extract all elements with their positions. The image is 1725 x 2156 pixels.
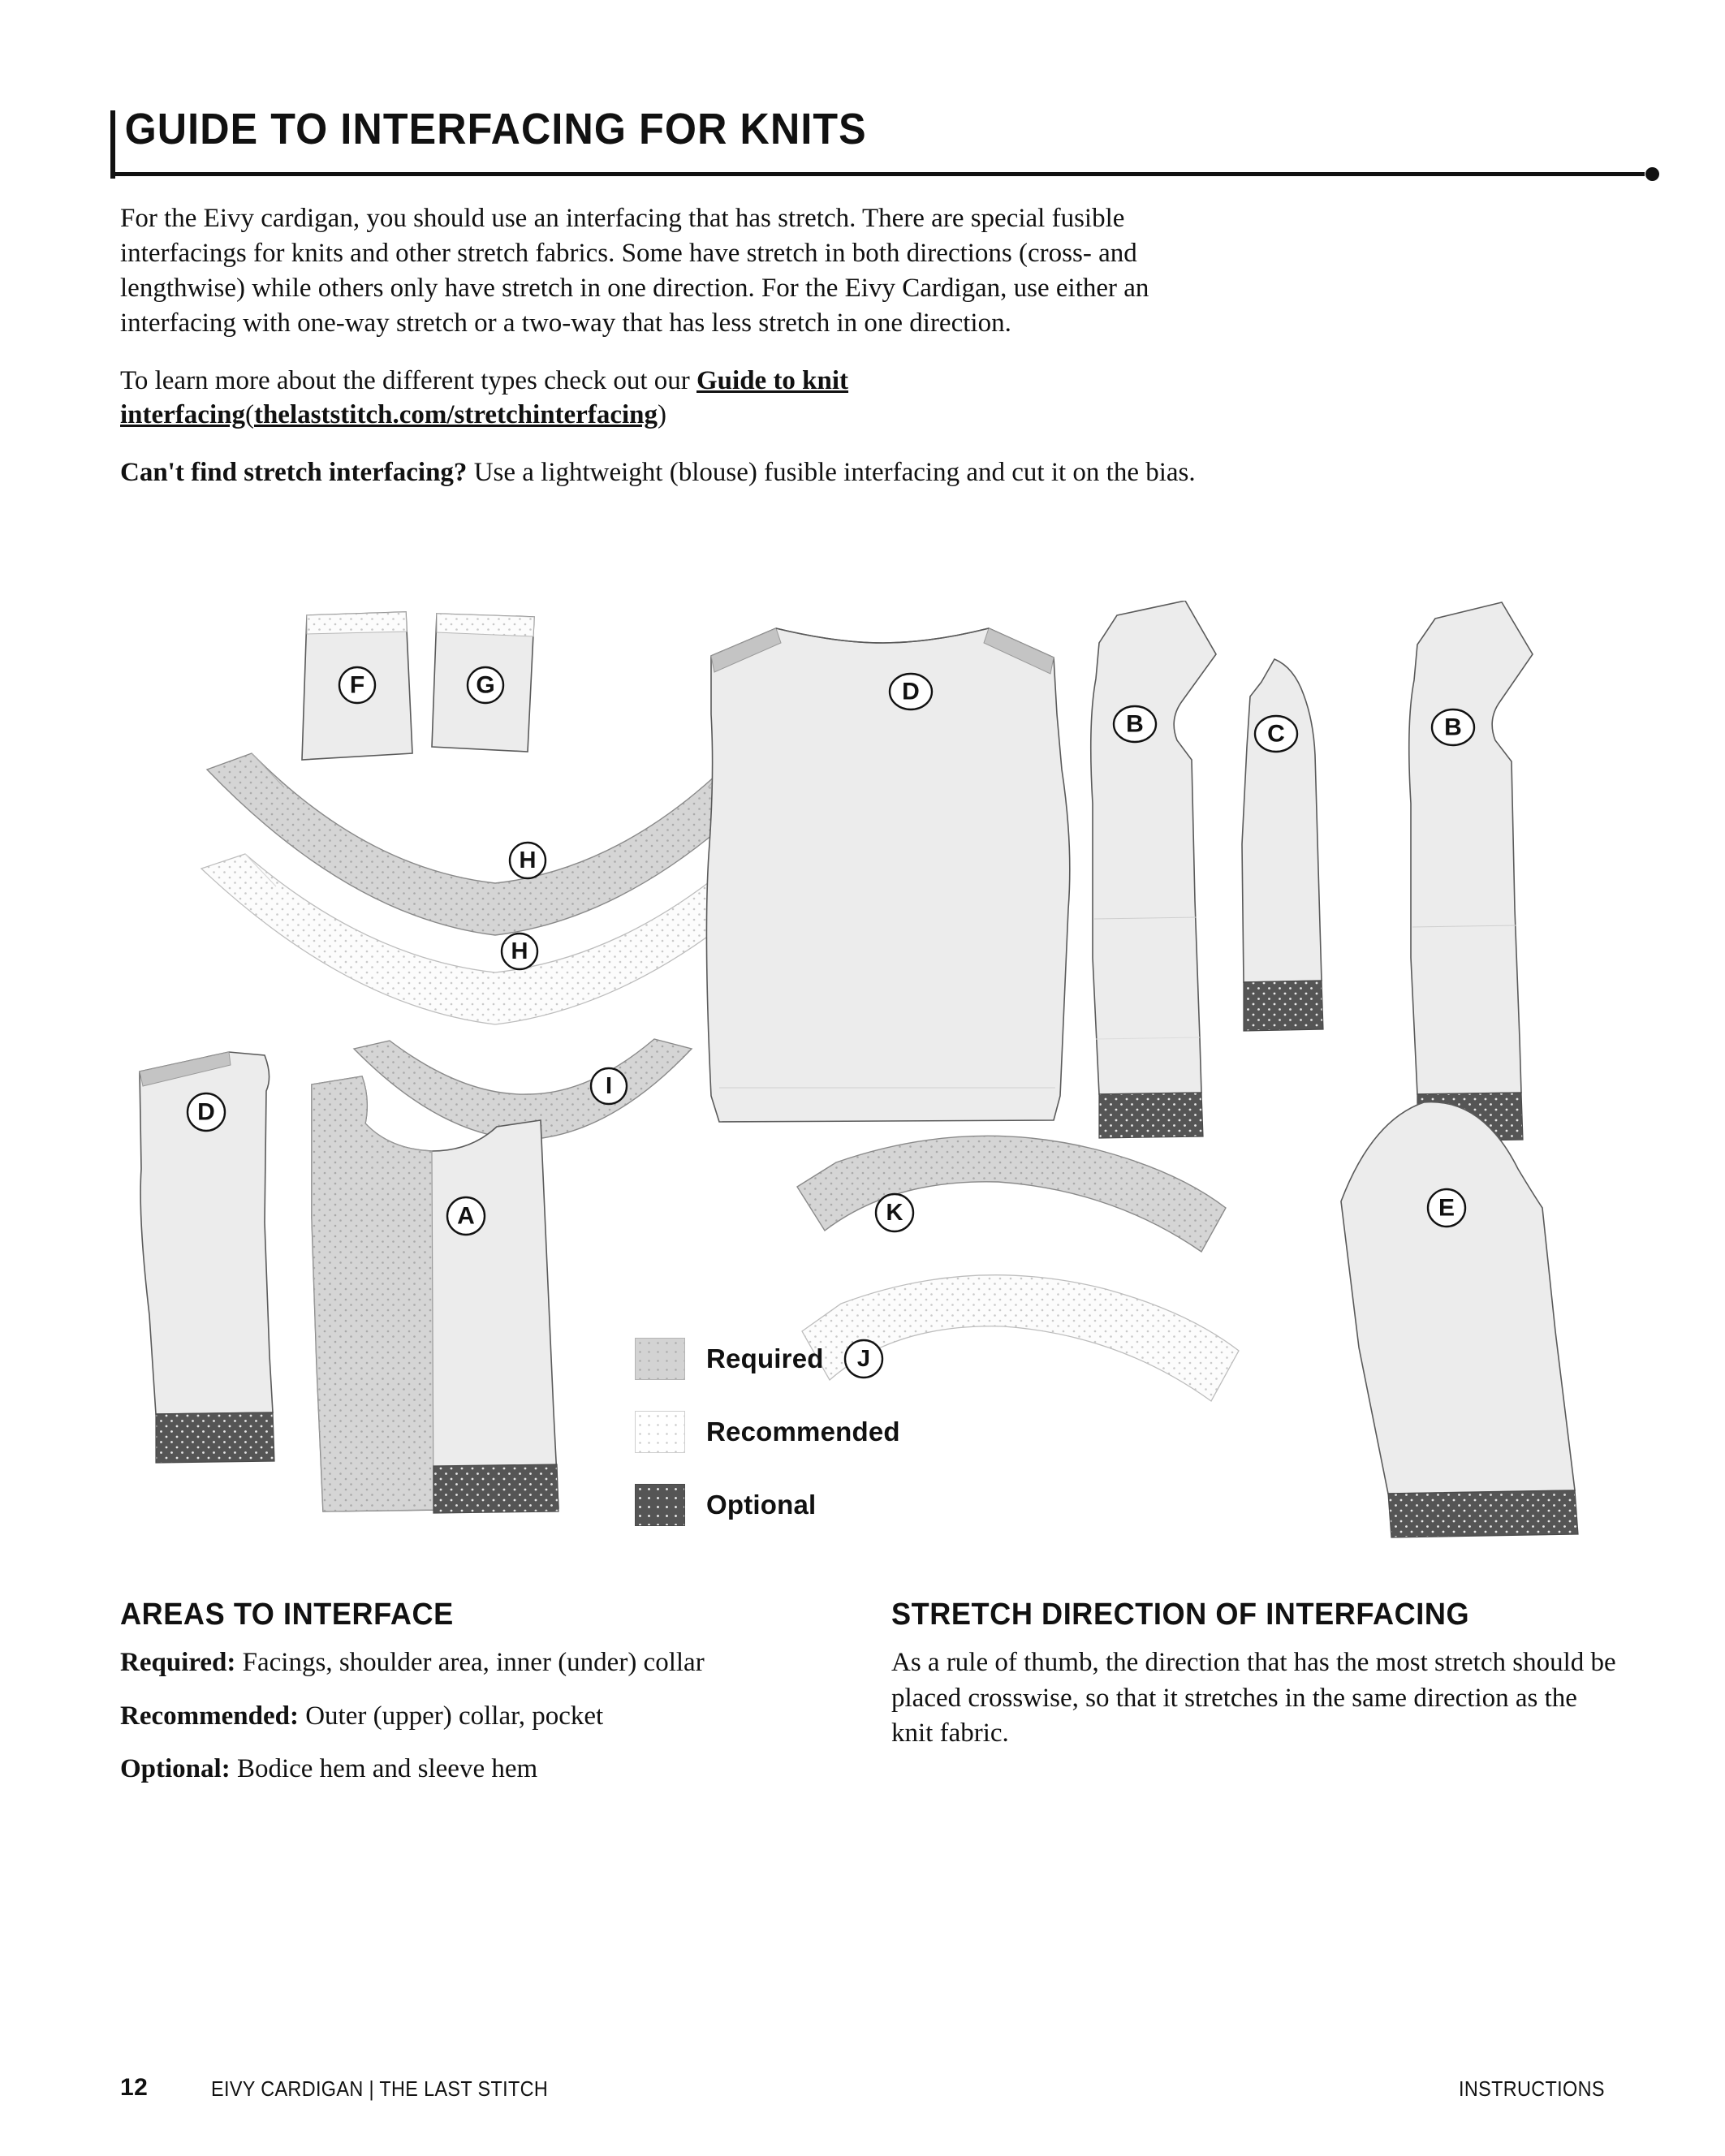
interfacing-legend: [635, 1335, 976, 1529]
piece-H-upper-label: [510, 843, 546, 878]
piece-D-side-label: [188, 1093, 225, 1131]
stretch-direction-body: As a rule of thumb, the direction that has the most stretch should be placed crosswise, so that it stretches in the same direction as the knit fabric.: [891, 1648, 1616, 1749]
recommended-swatch: [635, 1411, 685, 1453]
page-title: GUIDE TO INTERFACING FOR KNITS: [124, 105, 867, 153]
intro-p3-question: Can't find stretch interfacing?: [120, 458, 468, 488]
piece-C-label: [1255, 716, 1297, 752]
svg-text:C: C: [1267, 720, 1285, 748]
areas-detail-required: Facings, shoulder area, inner (under) collar: [235, 1648, 705, 1677]
header-rule: [120, 166, 1671, 183]
areas-row-optional: [120, 1752, 851, 1787]
svg-text:F: F: [349, 671, 365, 699]
piece-D-back-bodice: [706, 628, 1069, 1122]
svg-text:D: D: [902, 678, 920, 705]
required-swatch: [635, 1338, 685, 1380]
piece-B-front-left: [1091, 601, 1216, 1138]
legend-item-recommended: [635, 1408, 976, 1455]
svg-text:H: H: [519, 847, 537, 873]
intro-p3-rest: Use a lightweight (blouse) fusible interfacing and cut it on the bias.: [467, 458, 1196, 488]
footer-page-number: 12: [120, 2074, 149, 2101]
piece-K-band-upper: [797, 1136, 1226, 1252]
areas-row-required: [120, 1645, 851, 1681]
areas-term-recommended: Recommended:: [120, 1701, 299, 1731]
svg-text:H: H: [511, 938, 528, 964]
areas-detail-optional: Bodice hem and sleeve hem: [230, 1754, 538, 1784]
areas-row-recommended: [120, 1699, 851, 1735]
legend-label-required: Required: [706, 1343, 824, 1373]
svg-text:A: A: [457, 1202, 475, 1230]
intro-text: [120, 201, 1216, 490]
legend-item-required: [635, 1335, 976, 1382]
areas-term-optional: Optional:: [120, 1754, 231, 1784]
footer-section-name: INSTRUCTIONS: [1459, 2076, 1605, 2101]
guide-link-url[interactable]: thelaststitch.com/stretchinterfacing: [253, 400, 658, 430]
legend-label-recommended: Recommended: [706, 1416, 900, 1447]
footer-document-name: EIVY CARDIGAN | THE LAST STITCH: [211, 2076, 549, 2101]
intro-paragraph-1: For the Eivy cardigan, you should use an interfacing that has stretch. There are special fusible interfacings for knits and other stretch fabrics. Some have stretch in both directions (cross- and lengthwise) while others only have stretch in one direction. For the Eivy Cardigan, use either an interfacing with one-way stretch or a two-way that has less stretch in one direction.: [120, 204, 1149, 338]
stretch-direction-heading: STRETCH DIRECTION OF INTERFACING: [891, 1598, 1470, 1632]
piece-K-label: [876, 1194, 913, 1231]
areas-to-interface-section: [120, 1598, 851, 1787]
intro-p2-open-paren: (: [244, 400, 254, 430]
svg-text:G: G: [476, 671, 495, 699]
piece-B-front-right-label: [1432, 709, 1474, 745]
stretch-direction-section: [891, 1598, 1622, 1752]
guide-link-name[interactable]: Guide to knit interfacing: [120, 365, 849, 430]
svg-text:I: I: [605, 1073, 613, 1099]
piece-C-side-panel: [1242, 659, 1323, 1031]
header-rule-dot-icon: [1645, 167, 1659, 181]
svg-text:D: D: [197, 1098, 215, 1126]
svg-text:B: B: [1126, 710, 1144, 738]
piece-B-front-right: [1409, 602, 1533, 1141]
optional-swatch: [635, 1484, 685, 1526]
piece-A-front-bodice: [312, 1076, 558, 1513]
piece-E-label: [1428, 1189, 1465, 1227]
piece-F-label: [339, 667, 375, 703]
legend-item-optional: [635, 1481, 976, 1529]
areas-term-required: Required:: [120, 1648, 236, 1677]
piece-D-back-label: [890, 674, 932, 709]
piece-A-label: [447, 1197, 485, 1235]
piece-G-label: [468, 667, 503, 703]
piece-I-label: [591, 1068, 627, 1104]
areas-to-interface-heading: AREAS TO INTERFACE: [120, 1598, 454, 1632]
intro-p2-lead: To learn more about the different types check out our: [120, 365, 696, 395]
title-accent-bar: [110, 110, 115, 179]
svg-text:J: J: [856, 1346, 871, 1372]
legend-label-optional: Optional: [706, 1490, 817, 1520]
page-footer: [120, 2074, 1605, 2106]
areas-detail-recommended: Outer (upper) collar, pocket: [298, 1701, 604, 1731]
svg-text:B: B: [1444, 714, 1462, 741]
piece-H-under-label: [502, 934, 537, 969]
intro-paragraph-2: [120, 364, 1216, 433]
piece-B-front-left-label: [1114, 706, 1156, 742]
header-rule-line: [110, 172, 1645, 176]
piece-E-sleeve: [1341, 1102, 1578, 1537]
intro-paragraph-3: [120, 455, 1216, 490]
piece-H-collar-under: [201, 854, 786, 1024]
title-row: [120, 107, 1671, 151]
svg-text:E: E: [1438, 1194, 1455, 1222]
intro-p2-close-paren: ): [657, 400, 666, 430]
svg-text:K: K: [886, 1200, 903, 1226]
page-header: [120, 107, 1671, 183]
